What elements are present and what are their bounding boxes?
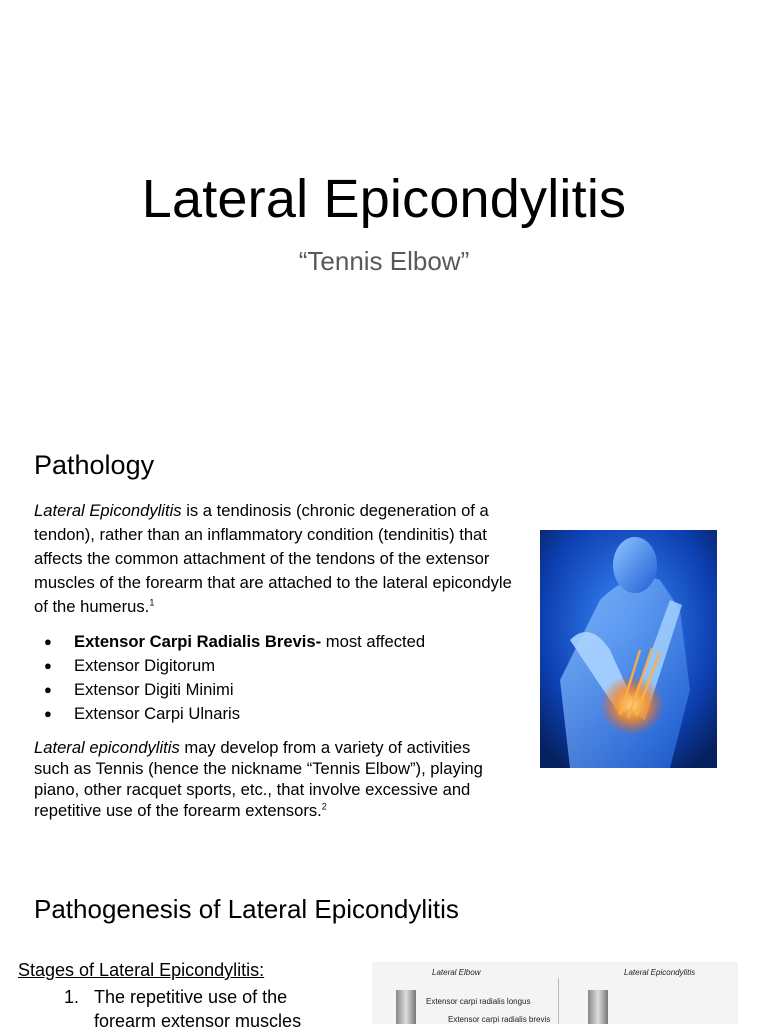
- bold-term: Extensor Carpi Radialis Brevis-: [74, 632, 322, 651]
- anatomy-figure: [372, 962, 738, 1024]
- figure-right-title: Lateral Epicondylitis: [624, 968, 696, 977]
- term-italic: Lateral epicondylitis: [34, 738, 180, 757]
- stage-list: [64, 985, 354, 1033]
- paragraph-text: is a tendinosis (chronic degeneration of a tendon), rather than an inflammatory condition (tendinitis) that affects the common attachment of the tendons of the extensor muscles of the forearm that are attached to the lateral epicondyle of the humerus.: [34, 501, 512, 616]
- main-title: Lateral Epicondylitis: [141, 169, 627, 229]
- list-item-text: most affected: [321, 632, 426, 651]
- pathology-heading: Pathology: [34, 450, 155, 480]
- pathology-paragraph: [34, 499, 514, 619]
- figure-label: Extensor carpi radialis longus: [426, 997, 531, 1006]
- reference-marker: 1: [149, 597, 155, 608]
- elbow-pain-illustration: [540, 530, 717, 768]
- subtitle: “Tennis Elbow”: [298, 246, 470, 276]
- activities-paragraph: [34, 737, 484, 821]
- bone-shape: [396, 990, 416, 1024]
- stage-text: The repetitive use of the forearm extensor muscles: [94, 987, 302, 1031]
- figure-label: Extensor carpi radialis brevis: [448, 1015, 551, 1024]
- list-item: ● Extensor Digitorum: [34, 654, 425, 678]
- bone-shape: [588, 990, 608, 1024]
- list-item: ● Extensor Carpi Ulnaris: [34, 702, 425, 726]
- figure-divider: [558, 978, 559, 1024]
- title-slide: [0, 0, 768, 420]
- list-item: ● Extensor Digiti Minimi: [34, 678, 425, 702]
- list-item: [34, 630, 425, 654]
- reference-marker: 2: [321, 801, 327, 812]
- figure-left-title: Lateral Elbow: [432, 968, 481, 977]
- paragraph-text: may develop from a variety of activities such as Tennis (hence the nickname “Tennis Elbow”), playing piano, other racquet sports, etc., that involve excessive and repetitive use of the forearm extensors.: [34, 738, 483, 820]
- stages-heading: Stages of Lateral Epicondylitis:: [18, 960, 265, 980]
- stage-number: 1.: [64, 987, 80, 1007]
- pathogenesis-heading: Pathogenesis of Lateral Epicondylitis: [34, 894, 459, 924]
- muscle-list: [34, 630, 425, 726]
- term-italic: Lateral Epicondylitis: [34, 501, 182, 520]
